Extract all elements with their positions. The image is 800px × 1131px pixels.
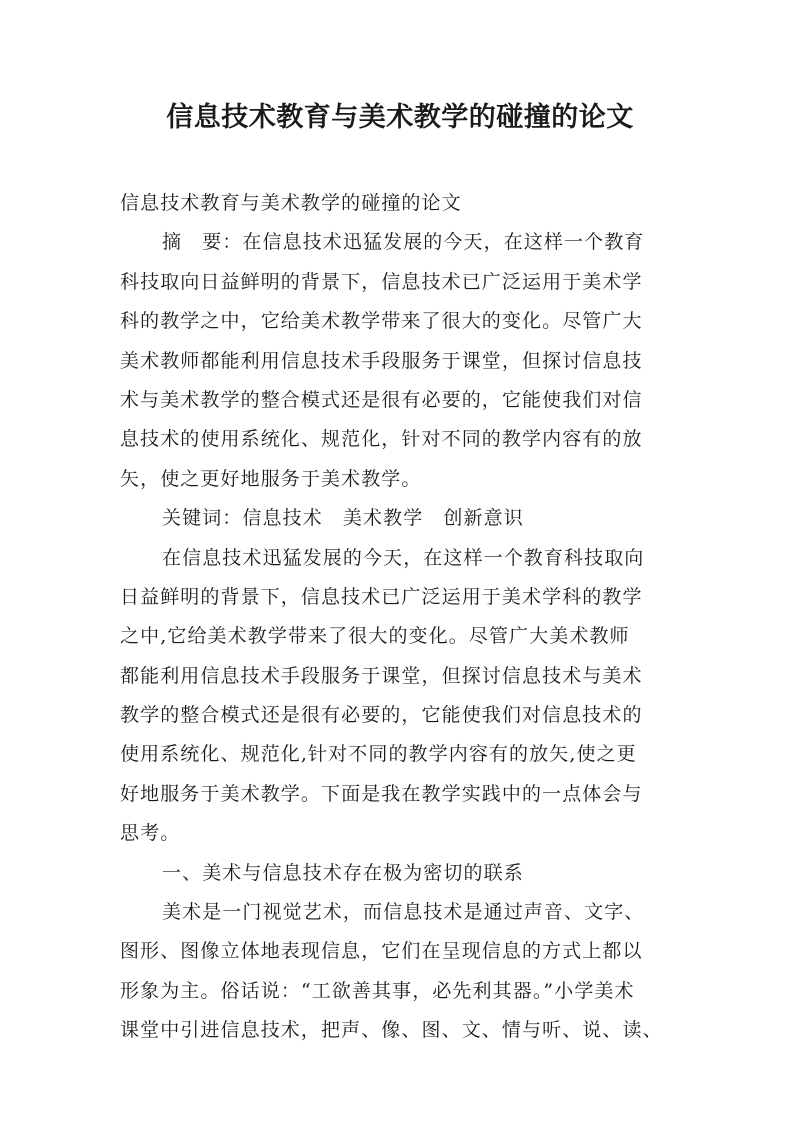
paragraph-line: 使用系统化、规范化,针对不同的教学内容有的放矢,使之更: [120, 743, 637, 766]
subtitle-line: 信息技术教育与美术教学的碰撞的论文: [120, 192, 462, 214]
paragraph-line: 好地服务于美术教学。下面是我在教学实践中的一点体会与: [120, 782, 643, 805]
document-body: [120, 184, 685, 1051]
paragraph-line: 思考。: [120, 822, 181, 845]
abstract-line: 矢，使之更好地服务于美术教学。: [120, 467, 422, 490]
paragraph-line: 教学的整合模式还是很有必要的，它能使我们对信息技术的: [120, 704, 643, 727]
paragraph-line: 图形、图像立体地表现信息，它们在呈现信息的方式上都以: [120, 940, 643, 963]
abstract-line: 术与美术教学的整合模式还是很有必要的，它能使我们对信: [120, 388, 643, 411]
keywords-line: 关键词：信息技术 美术教学 创新意识: [162, 507, 524, 530]
paragraph-line: 在信息技术迅猛发展的今天，在这样一个教育科技取向: [162, 546, 645, 569]
abstract-line: 科技取向日益鲜明的背景下，信息技术已广泛运用于美术学: [120, 270, 643, 293]
document-title: 信息技术教育与美术教学的碰撞的论文: [166, 102, 634, 133]
paragraph-line: 课堂中引进信息技术，把声、像、图、文、情与听、说、读、: [120, 1019, 663, 1042]
section-heading: 一、美术与信息技术存在极为密切的联系: [162, 861, 524, 884]
paragraph-line: 之中,它给美术教学带来了很大的变化。尽管广大美术教师: [120, 625, 630, 648]
abstract-line: 息技术的使用系统化、规范化，针对不同的教学内容有的放: [120, 428, 643, 451]
abstract-line: 科的教学之中，它给美术教学带来了很大的变化。尽管广大: [120, 310, 643, 333]
abstract-line: 美术教师都能利用信息技术手段服务于课堂，但探讨信息技: [120, 349, 643, 372]
abstract-line: 摘 要：在信息技术迅猛发展的今天，在这样一个教育: [162, 231, 645, 254]
paragraph-line: 美术是一门视觉艺术，而信息技术是通过声音、文字、: [162, 901, 645, 924]
paragraph-line: 日益鲜明的背景下，信息技术已广泛运用于美术学科的教学: [120, 585, 643, 608]
paragraph-line: 都能利用信息技术手段服务于课堂，但探讨信息技术与美术: [120, 664, 643, 687]
paragraph-line: 形象为主。俗话说：“工欲善其事，必先利其器。”小学美术: [120, 979, 635, 1002]
